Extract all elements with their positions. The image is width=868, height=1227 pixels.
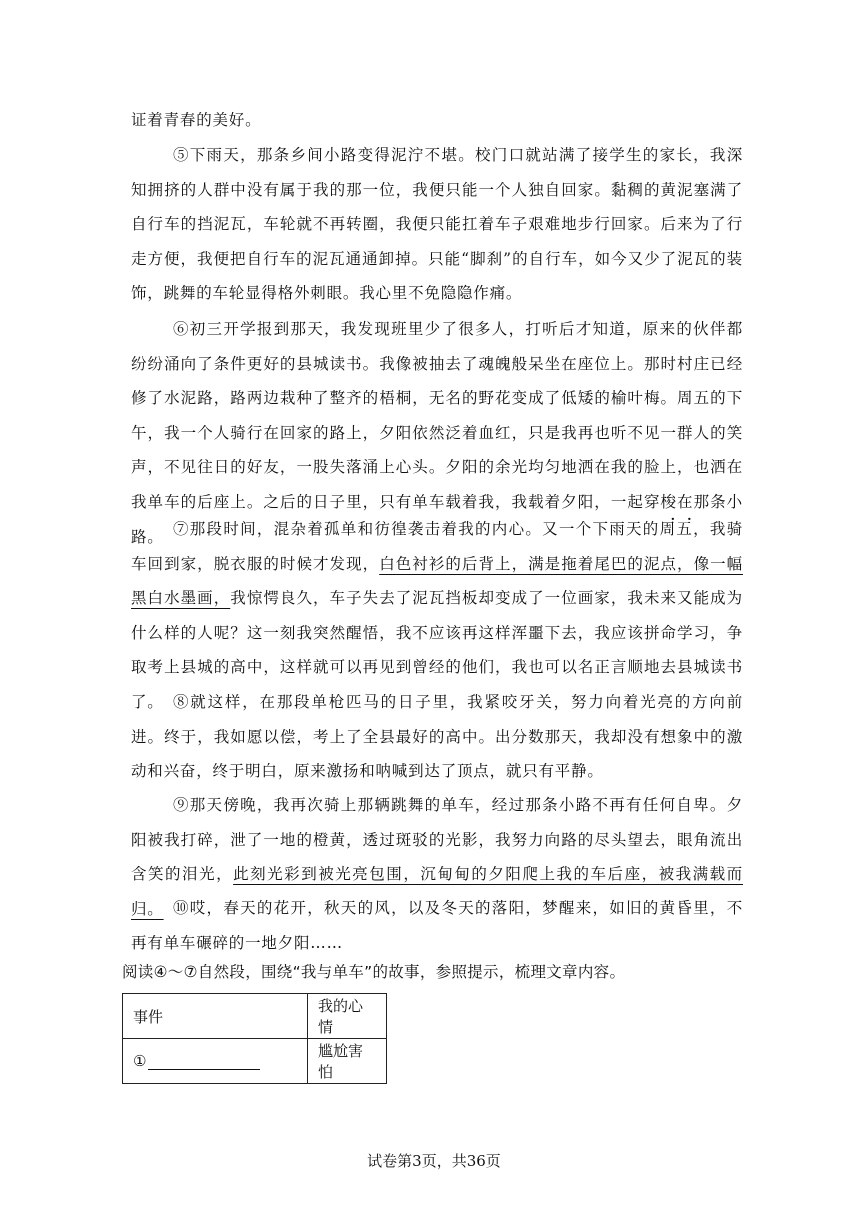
paragraph-10-text: ⑩哎，春天的花开，秋天的风，以及冬天的落阳，梦醒来，如旧的黄昏里，不再有单车碾碎的一地夕阳…… [131, 899, 743, 952]
paragraph-8 [131, 685, 743, 789]
row-number: ① [133, 1052, 147, 1070]
page-footer: 试卷第3页，共36页 [367, 1152, 501, 1170]
underlined-sentence: 白色衬衫的后背上，满是拖着尾巴的泥点，像一幅黑白水墨画， [131, 554, 743, 608]
question-prompt: 阅读④～⑦自然段，围绕“我与单车”的故事，参照提示，梳理文章内容。 [122, 963, 626, 981]
table-header-row [123, 994, 387, 1039]
header-event: 事件 [123, 994, 308, 1039]
emphasis-dot-char: 梭 [660, 492, 678, 511]
underlined-sentence: 此刻光彩到被光亮包围，沉甸甸的夕阳爬上我的车后座，被我满载而归。 [131, 865, 743, 918]
emphasis-dot-char: 穿 [643, 492, 661, 511]
paragraph-7-text-end: 我惊愕良久，车子失去了泥瓦挡板却变成了一位画家，我未来又能成为什么样的人呢？这一刻我突然醒悟，我不应该再这样浑噩下去，我应该拼命学习，争取考上县城的高中，这样就可以再见到曾经的他们，我也可以名正言顺地去县城读书了。 [131, 589, 743, 711]
paragraph-6-text: ⑥初三开学报到那天，我发现班里少了很多人，打听后才知道，原来的伙伴都纷纷涌向了条件更好的县城读书。我像被抽去了魂魄般呆坐在座位上。那时村庄已经修了水泥路，路两边栽种了整齐的梧桐，无名的野花变成了低矮的榆叶梅。周五的下午，我一个人骑行在回家的路上，夕阳依然泛着血红，只是我再也听不见一群人的笑声，不见往日的好友，一股失落涌上心头。夕阳的余光均匀地洒在我的脸上，也洒在我单车的后座上。之后的日子里，只有单车载着我，我载着夕阳，一起 [131, 320, 743, 511]
table-row [123, 1039, 387, 1084]
paragraph-6-text-end: 在那条小路。 [131, 492, 743, 546]
mood-cell: 尴尬害怕 [308, 1039, 387, 1084]
answer-blank[interactable] [148, 1053, 260, 1070]
paragraph-5-text: ⑤下雨天，那条乡间小路变得泥泞不堪。校门口就站满了接学生的家长，我深知拥挤的人群中没有属于我的那一位，我便只能一个人独自回家。黏稠的黄泥塞满了自行车的挡泥瓦，车轮就不再转圈，我便只能扛着车子艰难地步行回家。后来为了行走方便，我便把自行车的泥瓦通通卸掉。只能“脚刹”的自行车，如今又少了泥瓦的装饰，跳舞的车轮显得格外刺眼。我心里不免隐隐作痛。 [131, 146, 743, 303]
paragraph-9-text: ⑨那天傍晚，我再次骑上那辆跳舞的单车，经过那条小路不再有任何自卑。夕阳被我打碎，泄了一地的橙黄，透过斑驳的光影，我努力向路的尽头望去，眼角流出含笑的泪光， [131, 796, 743, 884]
header-mood: 我的心情 [308, 994, 387, 1039]
paragraph-4-end-text: 证着青春的美好。 [131, 111, 262, 129]
event-cell [123, 1039, 308, 1084]
paragraph-4-end [131, 103, 743, 138]
paragraph-10 [131, 891, 743, 960]
paragraph-5 [131, 138, 743, 311]
answer-table [122, 993, 387, 1084]
paragraph-7-text: ⑦那段时间，混杂着孤单和彷徨袭击着我的内心。又一个下雨天的周五，我骑车回到家，脱衣服的时候才发现， [131, 520, 743, 573]
paragraph-8-text: ⑧就这样，在那段单枪匹马的日子里，我紧咬牙关，努力向着光亮的方向前进。终于，我如愿以偿，考上了全县最好的高中。出分数那天，我却没有想象中的激动和兴奋，终于明白，原来激扬和呐喊到达了顶点，就只有平静。 [131, 693, 743, 781]
